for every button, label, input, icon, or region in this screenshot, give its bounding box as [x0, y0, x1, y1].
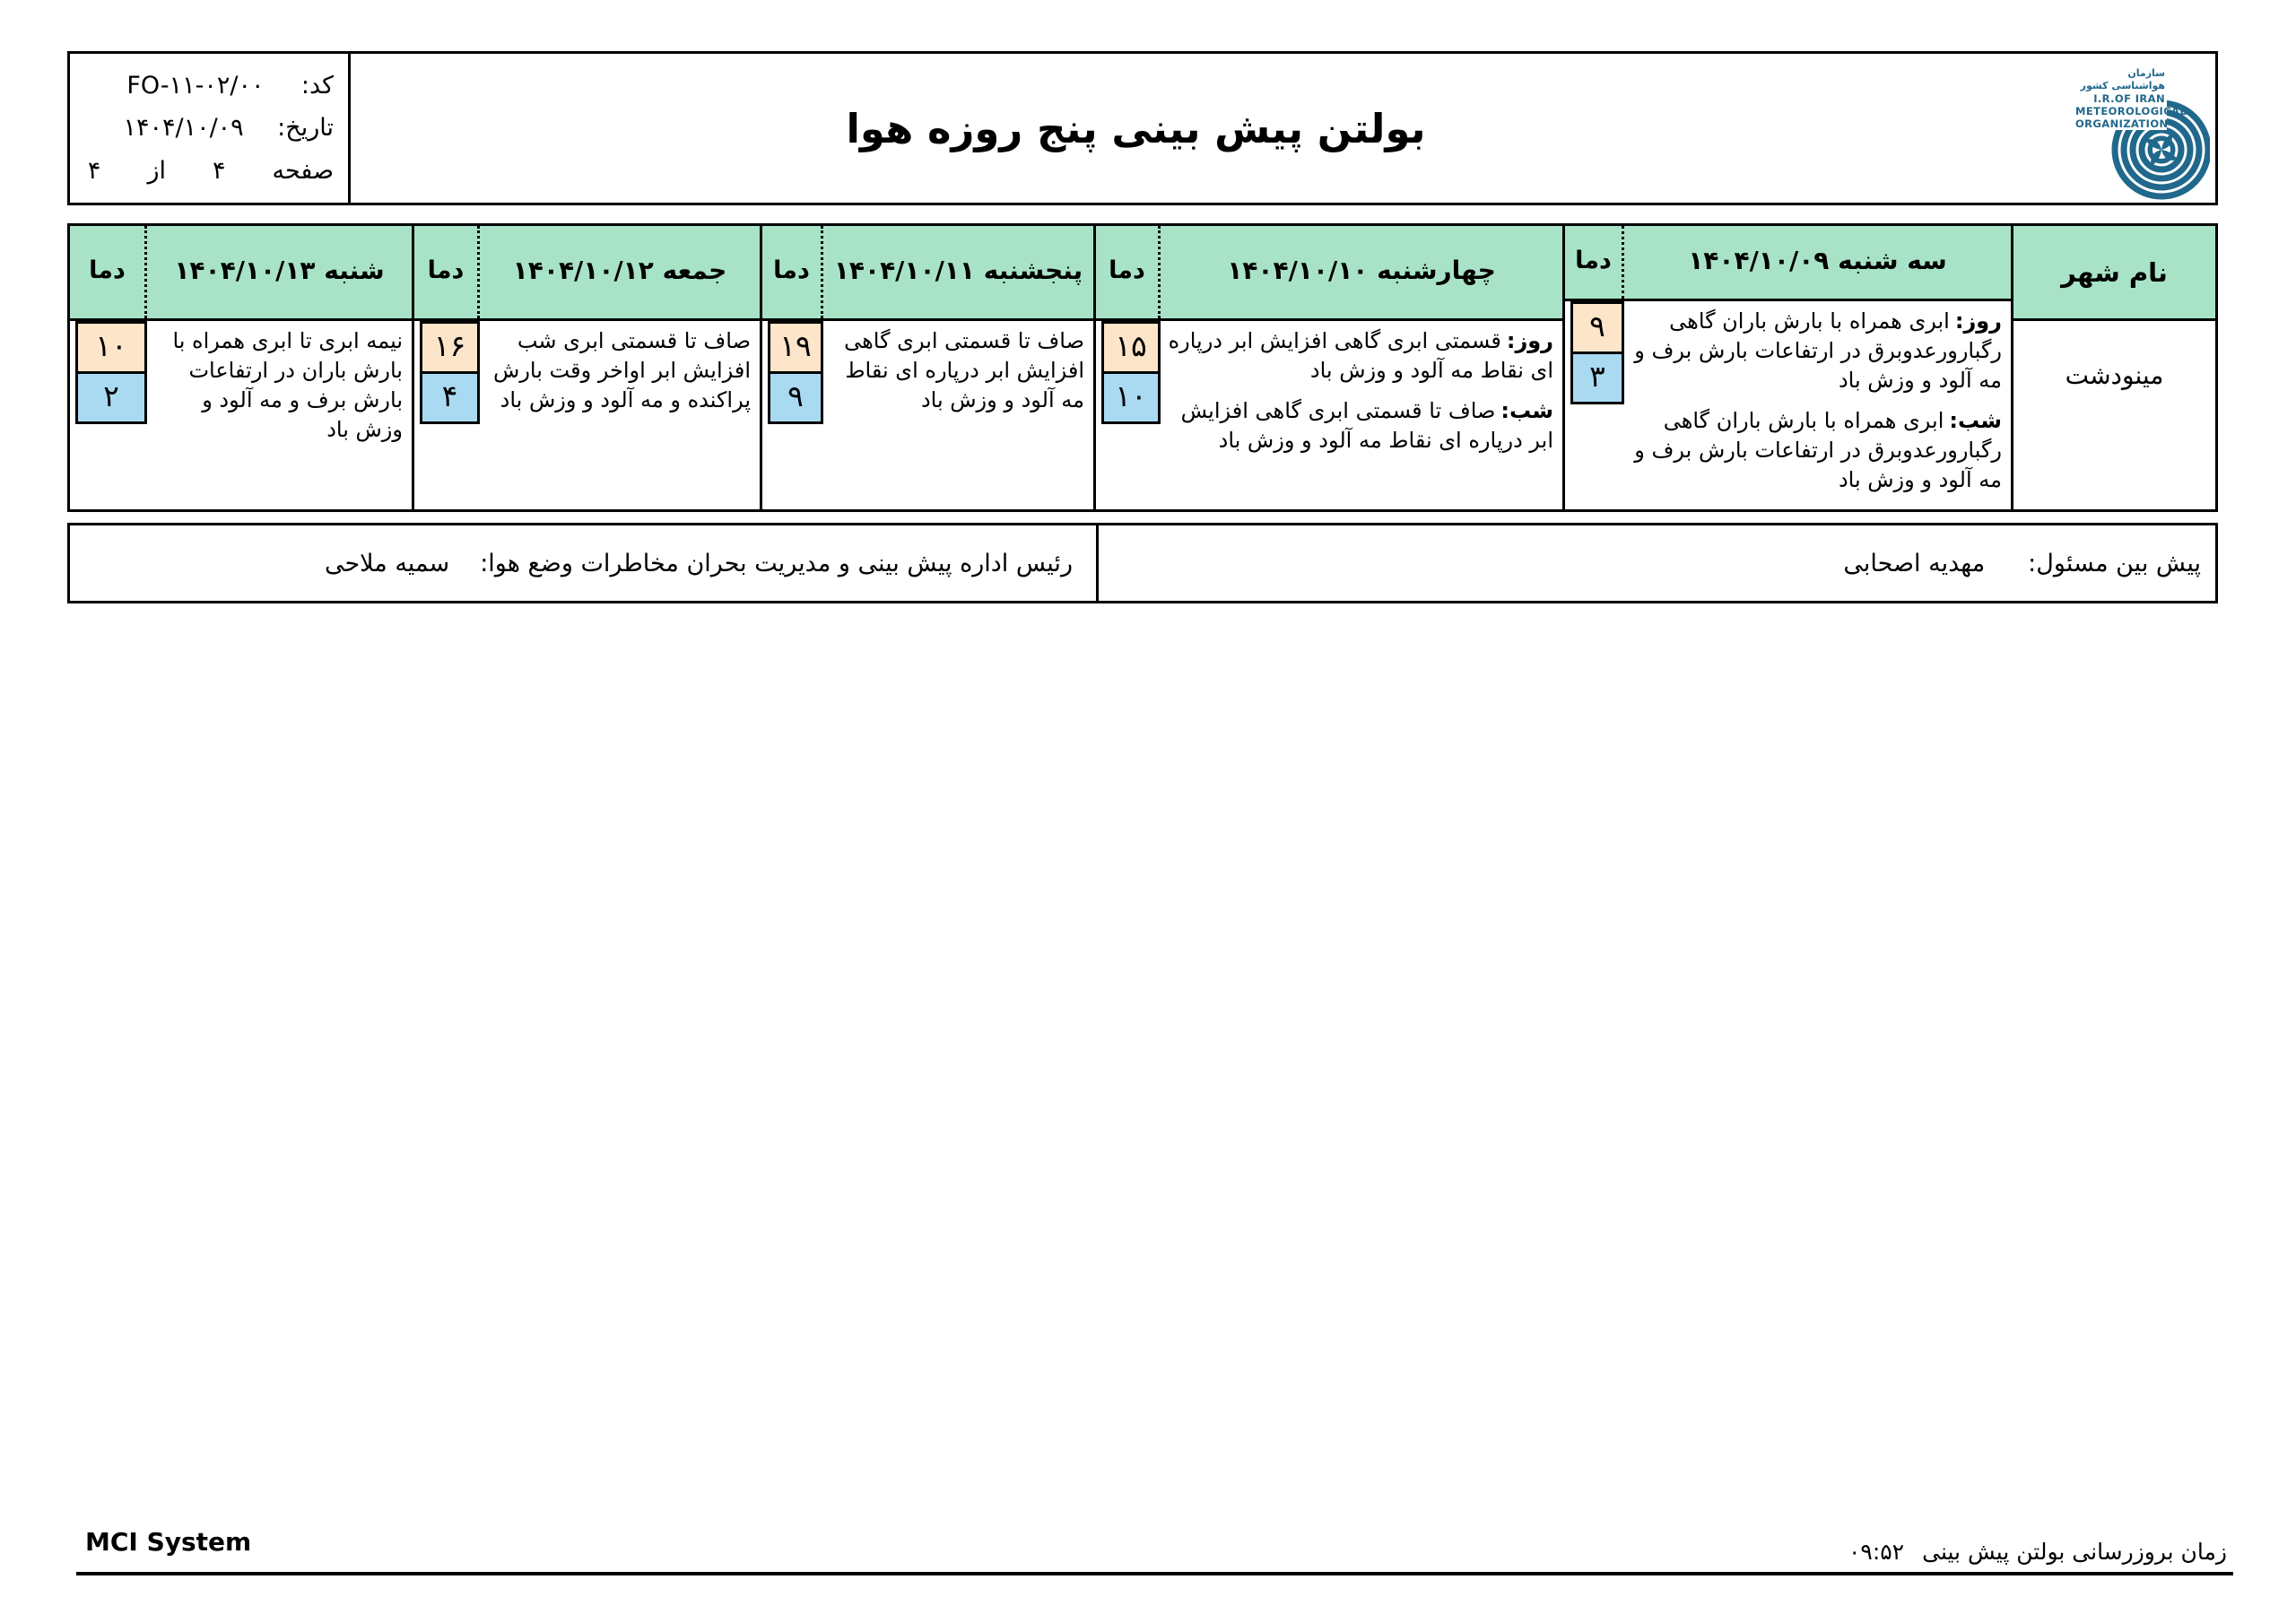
page-total: ۴: [87, 156, 101, 185]
footer-divider: [76, 1572, 2233, 1575]
day-date-label: شنبه ۱۴۰۴/۱۰/۱۳: [174, 256, 385, 285]
day-header: [762, 226, 1093, 321]
forecast-text: صاف تا قسمتی ابری گاهی افزایش ابر درپاره ای نقاط مه آلود و وزش باد: [844, 328, 1084, 412]
code-label: کد:: [300, 72, 334, 100]
day-column-thursday: [760, 226, 1093, 509]
forecast-text: صاف تا قسمتی ابری شب افزایش ابر اواخر وقت بارش پراکنده و مه آلود و وزش باد: [493, 328, 751, 412]
forecaster-label: پیش بین مسئول:: [2028, 549, 2201, 577]
page-of-word: از: [147, 156, 166, 185]
page-number: ۴: [212, 156, 226, 185]
day-date-label: جمعه ۱۴۰۴/۱۰/۱۲: [512, 256, 727, 285]
day-body: [1565, 301, 2011, 509]
logo-text: [2074, 67, 2187, 130]
document-meta-box: [70, 54, 351, 203]
night-temperature: ۲: [75, 371, 147, 424]
date-row: [90, 114, 334, 142]
temp-column: [414, 321, 480, 509]
forecast-text: روز:ابری همراه با بارش باران گاهی رگبارورعدوبرق در ارتفاعات بارش برف و مه آلود و وزش باد شب:ابری همراه با بارش باران گاهی رگبارورعدوبرق در ارتفاعات بارش برف و مه آلود و وزش باد: [1634, 308, 2002, 492]
temp-header-label: دما: [414, 226, 480, 318]
forecast-table: [67, 223, 2218, 512]
forecaster-name: مهدیه اصحابی: [1843, 549, 1986, 577]
forecast-night-prefix: شب:: [1949, 408, 2002, 433]
temp-column: [1565, 301, 1624, 509]
day-body: [762, 321, 1093, 509]
day-column-wednesday: [1093, 226, 1562, 509]
day-header: [1096, 226, 1562, 321]
forecast-text: نیمه ابری تا ابری همراه با بارش باران در ارتفاعات بارش برف و مه آلود و وزش باد: [172, 328, 403, 442]
forecaster-cell: [1096, 525, 2215, 601]
temp-header-label: دما: [1565, 226, 1624, 299]
day-body: [414, 321, 760, 509]
day-temperature: ۱۰: [75, 321, 147, 374]
chief-label: رئیس اداره پیش بینی و مدیریت بحران مخاطرات وضع هوا:: [480, 549, 1073, 577]
logo-line-en1: I.R.OF IRAN: [2074, 92, 2167, 105]
date-label: تاریخ:: [277, 114, 334, 143]
day-temperature: ۱۹: [768, 321, 823, 374]
chief-name: سمیه ملاحی: [324, 549, 450, 577]
temp-column: [70, 321, 147, 509]
day-date-label: پنجشنبه ۱۴۰۴/۱۰/۱۱: [833, 256, 1083, 285]
day-body: [70, 321, 412, 509]
temp-column: [762, 321, 823, 509]
temp-header-label: دما: [70, 226, 147, 318]
update-time-row: [1848, 1539, 2227, 1565]
update-time-value: ۰۹:۵۲: [1848, 1539, 1905, 1565]
forecast-text: روز:قسمتی ابری گاهی افزایش ابر درپاره ای نقاط مه آلود و وزش باد شب:صاف تا قسمتی ابری گاهی افزایش ابر درپاره ای نقاط مه آلود و وزش باد: [1168, 328, 1553, 453]
forecast-day-prefix: روز:: [1506, 328, 1553, 353]
day-date-label: سه شنبه ۱۴۰۴/۱۰/۰۹: [1688, 246, 1947, 275]
code-value: FO-۱۱-۰۲/۰۰: [126, 72, 265, 100]
temp-header-label: دما: [762, 226, 823, 318]
day-column-friday: [412, 226, 760, 509]
night-temperature: ۴: [420, 371, 480, 424]
date-value: ۱۴۰۴/۱۰/۰۹: [123, 114, 244, 143]
city-column: [2011, 226, 2215, 509]
day-date-label: چهارشنبه ۱۴۰۴/۱۰/۱۰: [1227, 256, 1496, 285]
day-header: [1565, 226, 2011, 301]
update-time-label: زمان بروزرسانی بولتن پیش بینی: [1922, 1539, 2227, 1565]
page-row: [87, 156, 334, 185]
chief-cell: [70, 525, 1096, 601]
logo-line-fa: سازمان هواشناسی کشور: [2074, 67, 2167, 92]
day-temperature: ۱۶: [420, 321, 480, 374]
night-temperature: ۱۰: [1101, 371, 1161, 424]
page-title: بولتن پیش بینی پنج روزه هوا: [846, 104, 1426, 152]
day-temperature: ۱۵: [1101, 321, 1161, 374]
logo-line-en3: ORGANIZATION: [2075, 117, 2169, 130]
code-row: [90, 72, 334, 100]
temp-column: [1096, 321, 1161, 509]
day-temperature: ۹: [1570, 301, 1624, 354]
system-name: MCI System: [85, 1527, 252, 1557]
day-column-tuesday: [1562, 226, 2011, 509]
bulletin-header: [67, 51, 2218, 205]
temp-header-label: دما: [1096, 226, 1161, 318]
logo-line-en2: METEOROLOGICAL: [2075, 105, 2187, 117]
day-header: [414, 226, 760, 321]
signatures-row: [67, 523, 2218, 603]
city-column-header: نام شهر: [2013, 226, 2215, 321]
day-body: [1096, 321, 1562, 509]
irimo-logo: [2074, 60, 2210, 202]
forecast-day-prefix: روز:: [1954, 308, 2002, 334]
night-temperature: ۹: [768, 371, 823, 424]
night-temperature: ۳: [1570, 352, 1624, 404]
page-word: صفحه: [272, 156, 334, 185]
forecast-night-prefix: شب:: [1500, 398, 1553, 423]
day-header: [70, 226, 412, 321]
city-name-cell: مینودشت: [2013, 321, 2215, 509]
day-column-saturday: [70, 226, 412, 509]
